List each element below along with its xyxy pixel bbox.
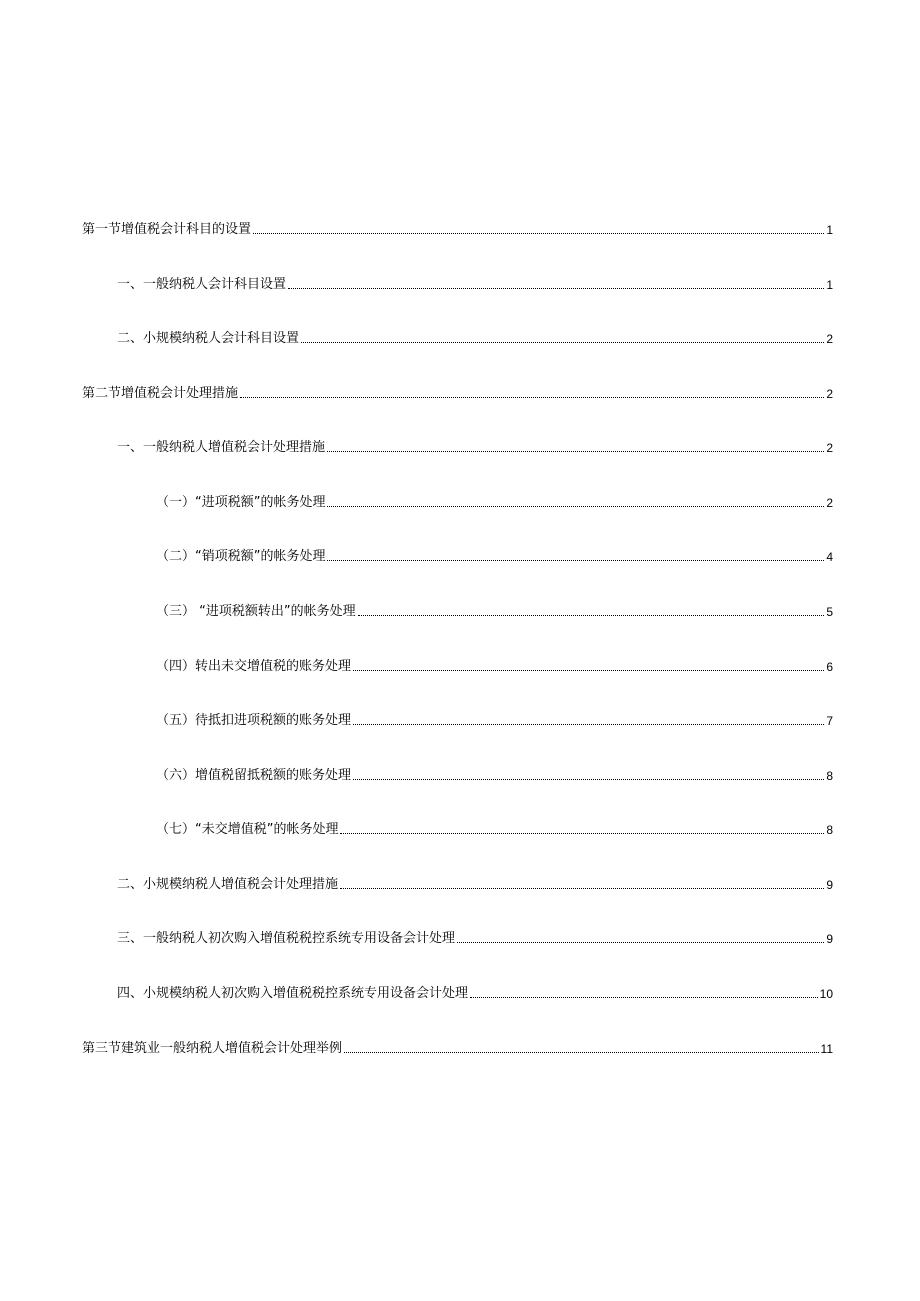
toc-entry-2-1-3[interactable] bbox=[156, 600, 833, 620]
toc-dot-leader bbox=[301, 342, 824, 343]
toc-dot-leader bbox=[240, 397, 824, 398]
toc-entry-page: 2 bbox=[826, 387, 833, 401]
toc-entry-2-1-1[interactable] bbox=[156, 491, 833, 511]
toc-entry-title: 第一节增值税会计科目的设置 bbox=[82, 222, 252, 237]
toc-entry-title: （三） “进项税额转出”的帐务处理 bbox=[156, 604, 356, 619]
toc-entry-page: 11 bbox=[820, 1042, 833, 1056]
toc-entry-title: （四）转出未交增值税的账务处理 bbox=[156, 659, 352, 674]
toc-entry-title: 第二节增值税会计处理措施 bbox=[82, 386, 239, 401]
toc-entry-title: 第三节建筑业一般纳税人增值税会计处理举例 bbox=[82, 1041, 343, 1056]
toc-entry-section-3[interactable] bbox=[82, 1037, 833, 1057]
toc-dot-leader bbox=[353, 779, 824, 780]
toc-entry-2-1-4[interactable] bbox=[156, 655, 833, 675]
toc-dot-leader bbox=[327, 506, 824, 507]
toc-entry-page: 2 bbox=[826, 496, 833, 510]
toc-entry-page: 2 bbox=[826, 332, 833, 346]
toc-dot-leader bbox=[353, 670, 824, 671]
toc-entry-page: 8 bbox=[826, 823, 833, 837]
toc-entry-2-2[interactable] bbox=[117, 873, 833, 893]
toc-entry-title: （五）待抵扣进项税额的账务处理 bbox=[156, 713, 352, 728]
toc-entry-2-1-7[interactable] bbox=[156, 818, 833, 838]
toc-dot-leader bbox=[253, 233, 824, 234]
toc-entry-section-2[interactable] bbox=[82, 382, 833, 402]
toc-dot-leader bbox=[288, 288, 824, 289]
toc-entry-section-1[interactable] bbox=[82, 218, 833, 238]
toc-dot-leader bbox=[327, 560, 824, 561]
toc-dot-leader bbox=[344, 1052, 819, 1053]
toc-entry-page: 1 bbox=[826, 223, 833, 237]
toc-entry-title: 三、一般纳税人初次购入增值税税控系统专用设备会计处理 bbox=[117, 931, 456, 946]
toc-entry-page: 7 bbox=[826, 714, 833, 728]
toc-entry-2-3[interactable] bbox=[117, 927, 833, 947]
toc-entry-title: 一、一般纳税人会计科目设置 bbox=[117, 277, 287, 292]
toc-entry-2-1-5[interactable] bbox=[156, 709, 833, 729]
toc-entry-page: 5 bbox=[826, 605, 833, 619]
toc-entry-page: 9 bbox=[826, 932, 833, 946]
toc-entry-2-4[interactable] bbox=[117, 982, 833, 1002]
toc-entry-title: 四、小规模纳税人初次购入增值税税控系统专用设备会计处理 bbox=[117, 986, 469, 1001]
toc-entry-title: 二、小规模纳税人增值税会计处理措施 bbox=[117, 877, 339, 892]
toc-dot-leader bbox=[340, 888, 824, 889]
toc-dot-leader bbox=[327, 451, 824, 452]
toc-entry-2-1[interactable] bbox=[117, 436, 833, 456]
toc-dot-leader bbox=[353, 724, 824, 725]
toc-entry-title: （二）“销项税额”的帐务处理 bbox=[156, 549, 326, 564]
toc-entry-page: 4 bbox=[826, 550, 833, 564]
toc-entry-page: 8 bbox=[826, 769, 833, 783]
toc-entry-title: （一）“进项税额”的帐务处理 bbox=[156, 495, 326, 510]
toc-entry-title: 一、一般纳税人增值税会计处理措施 bbox=[117, 440, 326, 455]
toc-entry-1-2[interactable] bbox=[117, 327, 833, 347]
toc-dot-leader bbox=[470, 997, 818, 998]
toc-dot-leader bbox=[340, 833, 824, 834]
toc-dot-leader bbox=[457, 942, 824, 943]
toc-entry-2-1-6[interactable] bbox=[156, 764, 833, 784]
toc-entry-page: 6 bbox=[826, 660, 833, 674]
toc-entry-page: 9 bbox=[826, 878, 833, 892]
toc-entry-page: 10 bbox=[819, 987, 833, 1001]
toc-entry-page: 1 bbox=[826, 278, 833, 292]
toc-entry-title: 二、小规模纳税人会计科目设置 bbox=[117, 331, 300, 346]
toc-entry-page: 2 bbox=[826, 441, 833, 455]
toc-entry-1-1[interactable] bbox=[117, 273, 833, 293]
toc-entry-title: （六）增值税留抵税额的账务处理 bbox=[156, 768, 352, 783]
toc-dot-leader bbox=[358, 615, 825, 616]
toc-entry-title: （七）“未交增值税”的帐务处理 bbox=[156, 822, 339, 837]
toc-entry-2-1-2[interactable] bbox=[156, 545, 833, 565]
